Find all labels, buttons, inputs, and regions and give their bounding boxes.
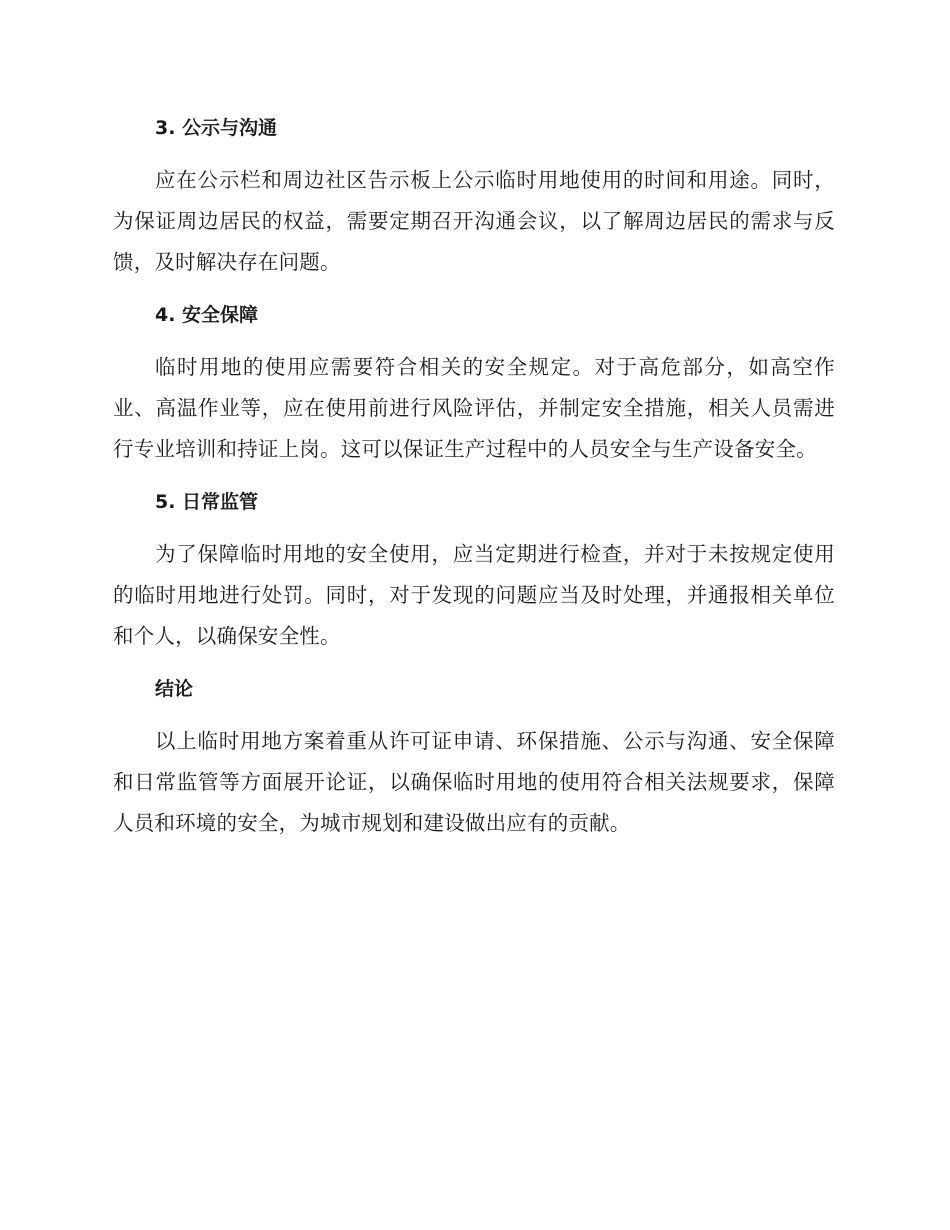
section-heading-safety: 4. 安全保障 xyxy=(155,304,259,326)
section-heading-conclusion: 结论 xyxy=(155,678,194,700)
section-heading-publicity: 3. 公示与沟通 xyxy=(155,117,278,139)
section-heading-supervision: 5. 日常监管 xyxy=(155,491,259,513)
section-paragraph-publicity: 应在公示栏和周边社区告示板上公示临时用地使用的时间和用途。同时，为保证周边居民的权益，需要定期召开沟通会议，以了解周边居民的需求与反馈，及时解决存在问题。 xyxy=(113,168,835,274)
section-paragraph-conclusion: 以上临时用地方案着重从许可证申请、环保措施、公示与沟通、安全保障和日常监管等方面展开论证，以确保临时用地的使用符合相关法规要求，保障人员和环境的安全，为城市规划和建设做出应有的贡献。 xyxy=(113,729,835,835)
section-paragraph-supervision: 为了保障临时用地的安全使用，应当定期进行检查，并对于未按规定使用的临时用地进行处罚。同时，对于发现的问题应当及时处理，并通报相关单位和个人，以确保安全性。 xyxy=(113,542,835,648)
document-body xyxy=(113,108,835,856)
section-paragraph-safety: 临时用地的使用应需要符合相关的安全规定。对于高危部分，如高空作业、高温作业等，应在使用前进行风险评估，并制定安全措施，相关人员需进行专业培训和持证上岗。这可以保证生产过程中的人员安全与生产设备安全。 xyxy=(113,355,835,461)
